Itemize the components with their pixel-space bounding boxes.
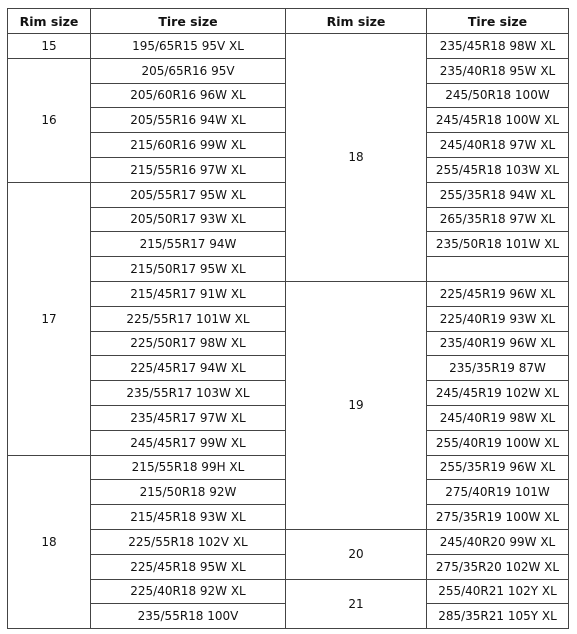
tire-size-cell: 205/55R16 94W XL xyxy=(91,108,286,133)
tire-size-cell: 225/45R18 95W XL xyxy=(91,554,286,579)
tire-size-cell: 215/55R18 99H XL xyxy=(91,455,286,480)
rim-size-cell: 19 xyxy=(286,281,427,529)
tire-size-cell: 245/40R18 97W XL xyxy=(427,133,569,158)
tire-size-cell: 205/60R16 96W XL xyxy=(91,83,286,108)
tire-size-cell: 205/55R17 95W XL xyxy=(91,182,286,207)
tire-size-cell: 225/45R19 96W XL xyxy=(427,281,569,306)
tire-size-cell: 245/45R18 100W XL xyxy=(427,108,569,133)
tire-size-cell: 245/45R17 99W XL xyxy=(91,430,286,455)
tire-size-cell: 245/40R19 98W XL xyxy=(427,405,569,430)
header-rim-size-right: Rim size xyxy=(286,9,427,34)
tire-size-cell: 275/35R19 100W XL xyxy=(427,505,569,530)
tire-size-cell: 235/40R18 95W XL xyxy=(427,58,569,83)
tire-size-cell: 245/45R19 102W XL xyxy=(427,381,569,406)
rim-size-cell: 20 xyxy=(286,529,427,579)
tire-size-cell: 225/45R17 94W XL xyxy=(91,356,286,381)
table-row xyxy=(8,281,569,306)
tire-size-table xyxy=(7,8,569,629)
tire-size-cell: 225/50R17 98W XL xyxy=(91,331,286,356)
header-tire-size-left: Tire size xyxy=(91,9,286,34)
tire-size-cell: 215/45R18 93W XL xyxy=(91,505,286,530)
tire-size-cell: 255/35R18 94W XL xyxy=(427,182,569,207)
header-rim-size-left: Rim size xyxy=(8,9,91,34)
rim-size-cell: 17 xyxy=(8,182,91,455)
tire-size-cell: 245/40R20 99W XL xyxy=(427,529,569,554)
table-row xyxy=(8,529,569,554)
tire-size-cell: 245/50R18 100W xyxy=(427,83,569,108)
rim-size-cell: 18 xyxy=(286,34,427,282)
tire-size-cell: 195/65R15 95V XL xyxy=(91,34,286,59)
tire-size-cell: 215/50R18 92W xyxy=(91,480,286,505)
tire-size-cell: 255/40R21 102Y XL xyxy=(427,579,569,604)
tire-size-cell: 255/45R18 103W XL xyxy=(427,157,569,182)
rim-size-cell: 21 xyxy=(286,579,427,629)
tire-size-cell: 275/40R19 101W xyxy=(427,480,569,505)
tire-size-cell: 235/50R18 101W XL xyxy=(427,232,569,257)
table-row xyxy=(8,579,569,604)
tire-size-cell: 235/55R17 103W XL xyxy=(91,381,286,406)
tire-size-cell: 215/50R17 95W XL xyxy=(91,257,286,282)
tire-size-cell: 215/55R16 97W XL xyxy=(91,157,286,182)
tire-size-cell: 215/45R17 91W XL xyxy=(91,281,286,306)
tire-size-cell xyxy=(427,257,569,282)
rim-size-cell: 18 xyxy=(8,455,91,629)
tire-size-cell: 235/35R19 87W xyxy=(427,356,569,381)
tire-size-cell: 225/40R19 93W XL xyxy=(427,306,569,331)
tire-size-cell: 205/65R16 95V xyxy=(91,58,286,83)
tire-size-cell: 275/35R20 102W XL xyxy=(427,554,569,579)
tire-size-cell: 205/50R17 93W XL xyxy=(91,207,286,232)
tire-size-cell: 285/35R21 105Y XL xyxy=(427,604,569,629)
rim-size-cell: 16 xyxy=(8,58,91,182)
tire-size-cell: 235/40R19 96W XL xyxy=(427,331,569,356)
tire-size-cell: 235/45R18 98W XL xyxy=(427,34,569,59)
rim-size-cell: 15 xyxy=(8,34,91,59)
tire-size-cell: 235/45R17 97W XL xyxy=(91,405,286,430)
tire-size-cell: 225/40R18 92W XL xyxy=(91,579,286,604)
header-tire-size-right: Tire size xyxy=(427,9,569,34)
tire-size-cell: 265/35R18 97W XL xyxy=(427,207,569,232)
tire-size-cell: 225/55R18 102V XL xyxy=(91,529,286,554)
header-row xyxy=(8,9,569,34)
tire-size-cell: 215/55R17 94W xyxy=(91,232,286,257)
tire-size-cell: 255/35R19 96W XL xyxy=(427,455,569,480)
tire-size-cell: 235/55R18 100V xyxy=(91,604,286,629)
tire-size-cell: 255/40R19 100W XL xyxy=(427,430,569,455)
tire-size-cell: 215/60R16 99W XL xyxy=(91,133,286,158)
tire-size-cell: 225/55R17 101W XL xyxy=(91,306,286,331)
table-row xyxy=(8,34,569,59)
